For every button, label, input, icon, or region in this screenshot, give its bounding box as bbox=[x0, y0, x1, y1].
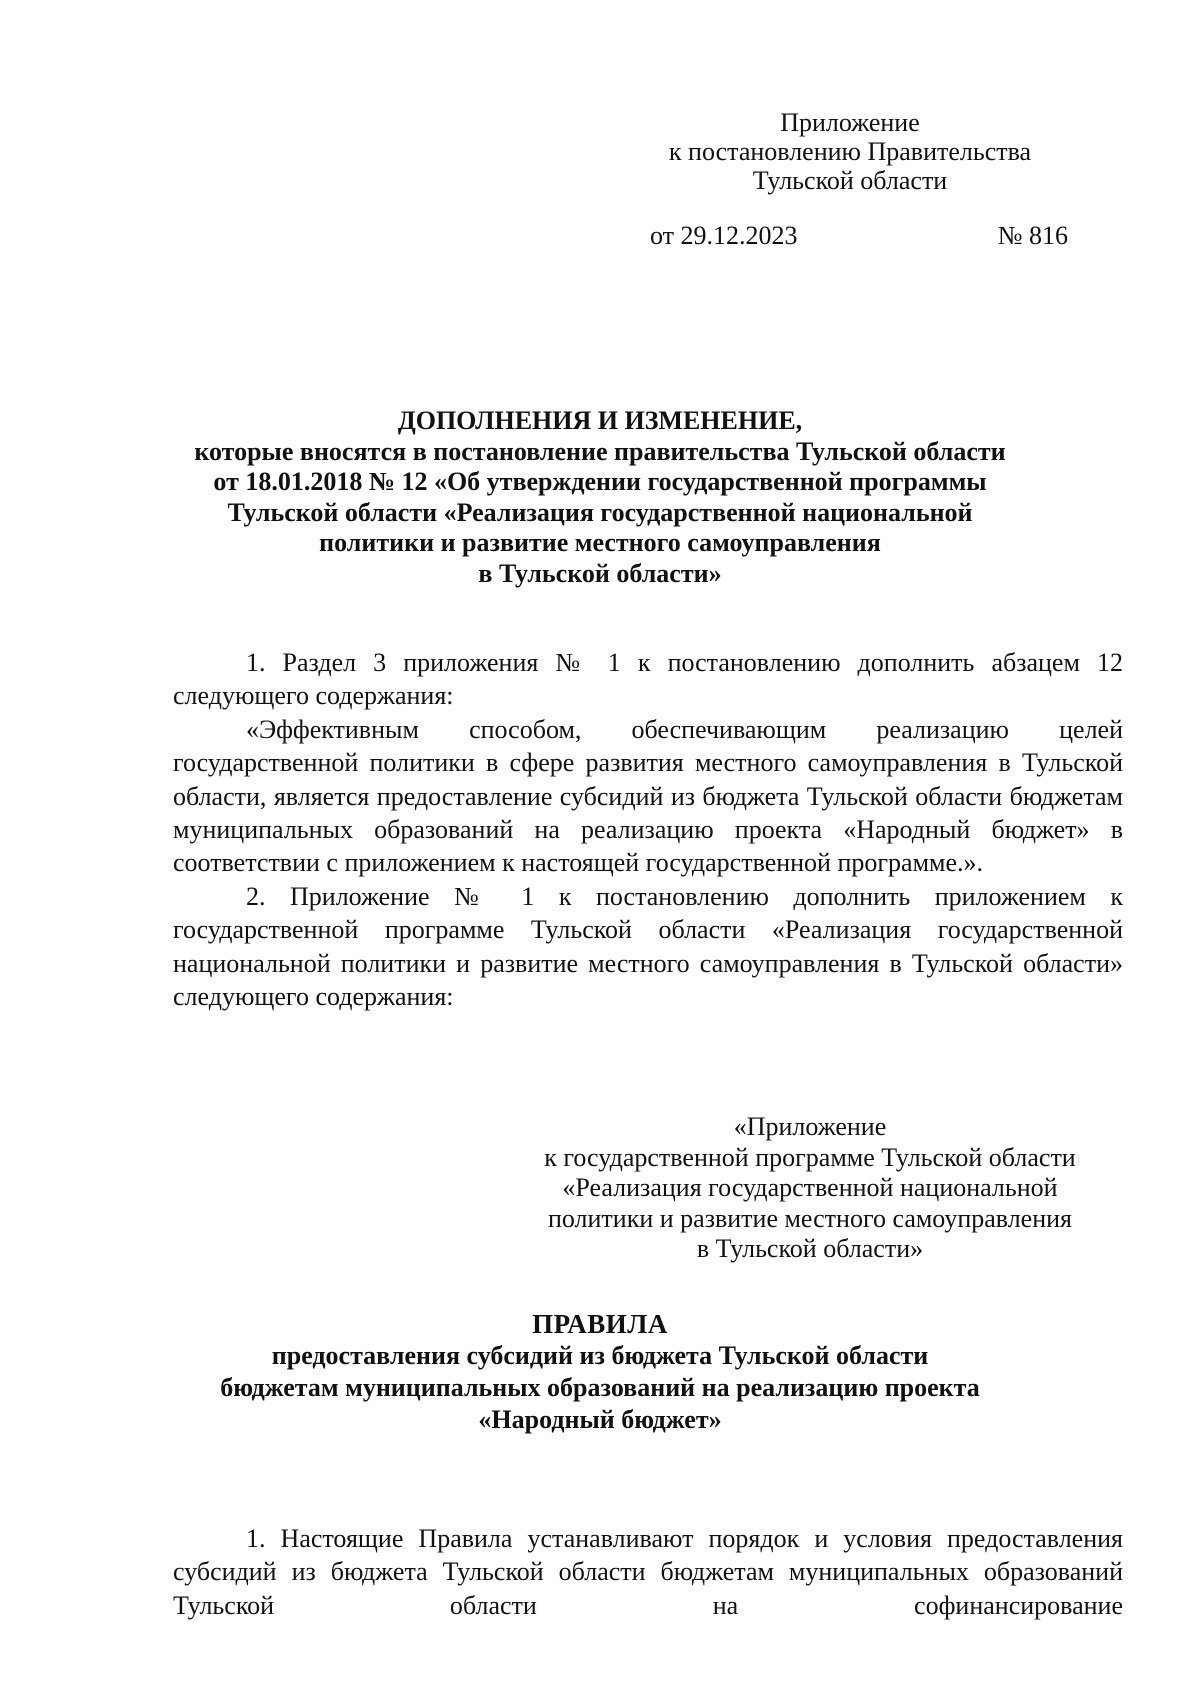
sub-appendix-line: в Тульской области» bbox=[696, 1234, 924, 1263]
title-line: от 18.01.2018 № 12 «Об утверждении государственной программы bbox=[213, 467, 987, 496]
body-paragraph: 2. Приложение № 1 к постановлению дополнить приложением к государственной программе Тульской области «Реализация государственной национальной политики и развитие местного самоуправления в Тульской области» следующего содержания: bbox=[173, 881, 1123, 1012]
rules-title-line: предоставления субсидий из бюджета Тульской области bbox=[271, 1341, 929, 1370]
title-line: которые вносятся в постановление правительства Тульской области bbox=[194, 436, 1006, 466]
appendix-header-line: Тульской области bbox=[752, 166, 948, 195]
sub-appendix-line: к государственной программе Тульской области bbox=[544, 1142, 1076, 1172]
body-paragraph: 1. Настоящие Правила устанавливают порядок и условия предоставления субсидий из бюджета Тульской области бюджетам муниципальных образований Тульской области на софинансирование bbox=[173, 1524, 1123, 1620]
appendix-header bbox=[640, 108, 1060, 195]
document-title bbox=[150, 406, 1050, 589]
title-line: в Тульской области» bbox=[478, 558, 722, 588]
rules-title bbox=[150, 1308, 1050, 1436]
document-date: от 29.12.2023 bbox=[650, 221, 798, 250]
title-line: Тульской области «Реализация государственной национальной bbox=[227, 497, 973, 527]
amendments-body bbox=[173, 646, 1123, 1013]
title-line: ДОПОЛНЕНИЯ И ИЗМЕНЕНИЕ, bbox=[397, 406, 803, 435]
sub-appendix-line: политики и развитие местного самоуправления bbox=[547, 1203, 1073, 1233]
appendix-header-line: к постановлению Правительства bbox=[668, 137, 1032, 166]
body-paragraph: 1. Раздел 3 приложения № 1 к постановлению дополнить абзацем 12 следующего содержания: bbox=[173, 648, 1123, 711]
appendix-header-line: Приложение bbox=[780, 108, 920, 137]
sub-appendix-line: «Реализация государственной национальной bbox=[562, 1173, 1058, 1202]
sub-appendix-header bbox=[500, 1112, 1120, 1265]
body-paragraph: «Эффективным способом, обеспечивающим реализацию целей государственной политики в сфере развития местного самоуправления в Тульской области, является предоставление субсидий из бюджета Тульской области бюджетам муниципальных образований на реализацию проекта «Народный бюджет» в соответствии с приложением к настоящей государственной программе.». bbox=[173, 714, 1123, 878]
document-number: № 816 bbox=[997, 221, 1068, 250]
document-date-line bbox=[650, 221, 1068, 251]
title-line: политики и развитие местного самоуправления bbox=[319, 528, 881, 557]
rules-body bbox=[173, 1522, 1123, 1622]
rules-heading: ПРАВИЛА bbox=[532, 1309, 668, 1339]
rules-title-line: бюджетам муниципальных образований на реализацию проекта bbox=[220, 1373, 980, 1402]
sub-appendix-line: «Приложение bbox=[733, 1112, 887, 1141]
rules-title-line: «Народный бюджет» bbox=[478, 1405, 722, 1434]
